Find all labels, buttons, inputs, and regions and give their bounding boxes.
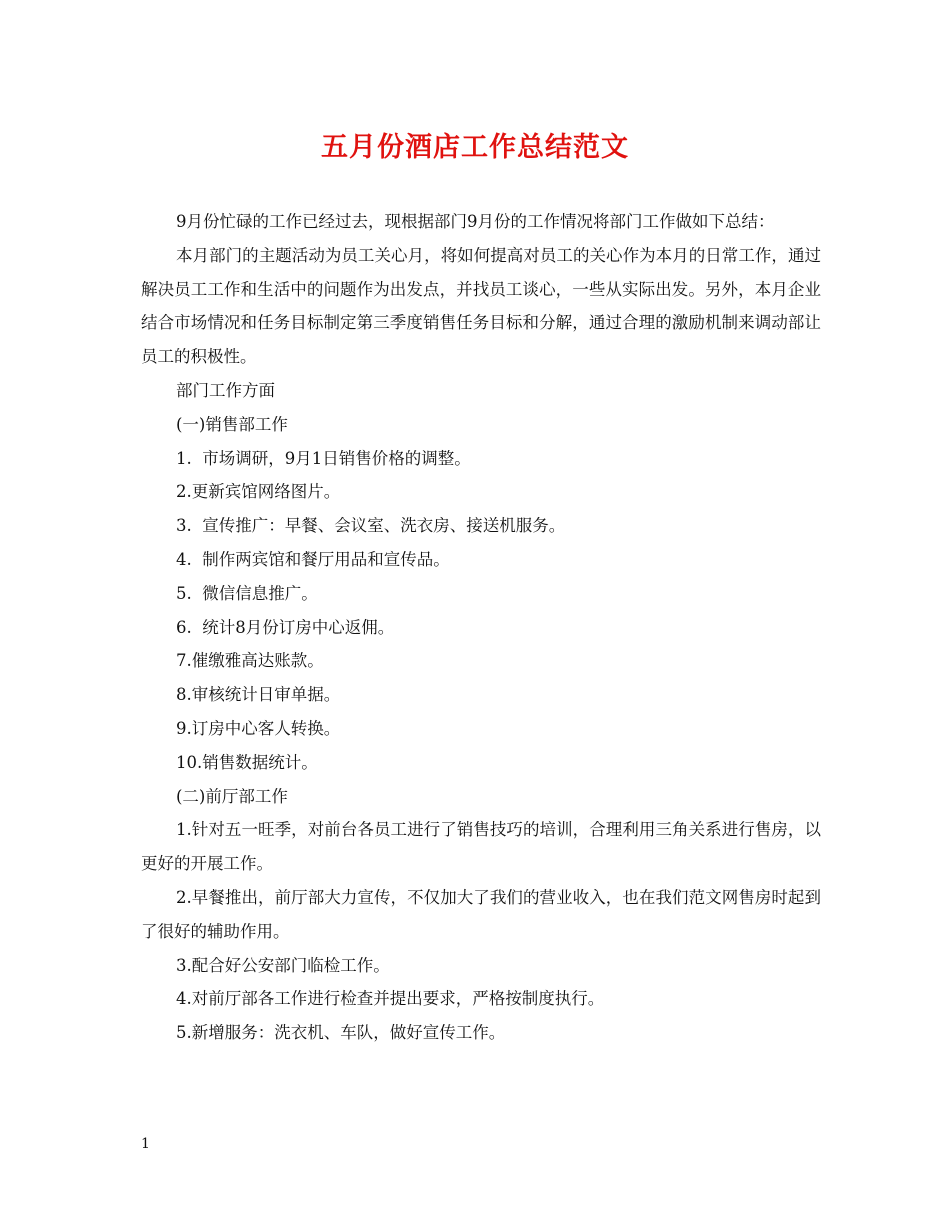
paragraph-intro: 9月份忙碌的工作已经过去，现根据部门9月份的工作情况将部门工作做如下总结：	[176, 212, 775, 231]
section-heading: 部门工作方面	[176, 380, 275, 400]
list-item: 3.配合好公安部门临检工作。	[176, 955, 390, 975]
list-item: 1. 市场调研，9月1日销售价格的调整。	[176, 448, 471, 468]
document-title: 五月份酒店工作总结范文	[321, 132, 629, 163]
list-item: 7.催缴雅高达账款。	[176, 651, 324, 671]
subsection-heading-front-desk: (二)前厅部工作	[176, 786, 288, 806]
list-item: 4.对前厅部各工作进行检查并提出要求，严格按制度执行。	[176, 989, 605, 1009]
list-item: 2.更新宾馆网络图片。	[176, 482, 341, 502]
document-body	[141, 205, 821, 1050]
list-item: 3. 宣传推广：早餐、会议室、洗衣房、接送机服务。	[176, 516, 566, 536]
subsection-heading-sales: (一)销售部工作	[176, 414, 288, 434]
list-item: 6. 统计8月份订房中心返佣。	[176, 617, 395, 637]
list-item: 8.审核统计日审单据。	[176, 685, 341, 705]
list-item: 4. 制作两宾馆和餐厅用品和宣传品。	[176, 549, 450, 569]
list-item: 1.针对五一旺季，对前台各员工进行了销售技巧的培训，合理利用三角关系进行售房，以更好的开展工作。	[141, 820, 821, 874]
list-item: 5.新增服务：洗衣机、车队，做好宣传工作。	[176, 1023, 506, 1043]
list-item: 5. 微信信息推广。	[176, 583, 318, 603]
page-number: 1	[141, 1136, 150, 1152]
paragraph-theme: 本月部门的主题活动为员工关心月，将如何提高对员工的关心作为本月的日常工作，通过解决员工工作和生活中的问题作为出发点，并找员工谈心，一些从实际出发。另外，本月企业结合市场情况和任务目标制定第三季度销售任务目标和分解，通过合理的激励机制来调动部让员工的积极性。	[141, 245, 821, 367]
list-item: 10.销售数据统计。	[176, 752, 318, 772]
list-item: 9.订房中心客人转换。	[176, 718, 341, 738]
list-item: 2.早餐推出，前厅部大力宣传，不仅加大了我们的营业收入，也在我们范文网售房时起到了很好的辅助作用。	[141, 887, 821, 941]
